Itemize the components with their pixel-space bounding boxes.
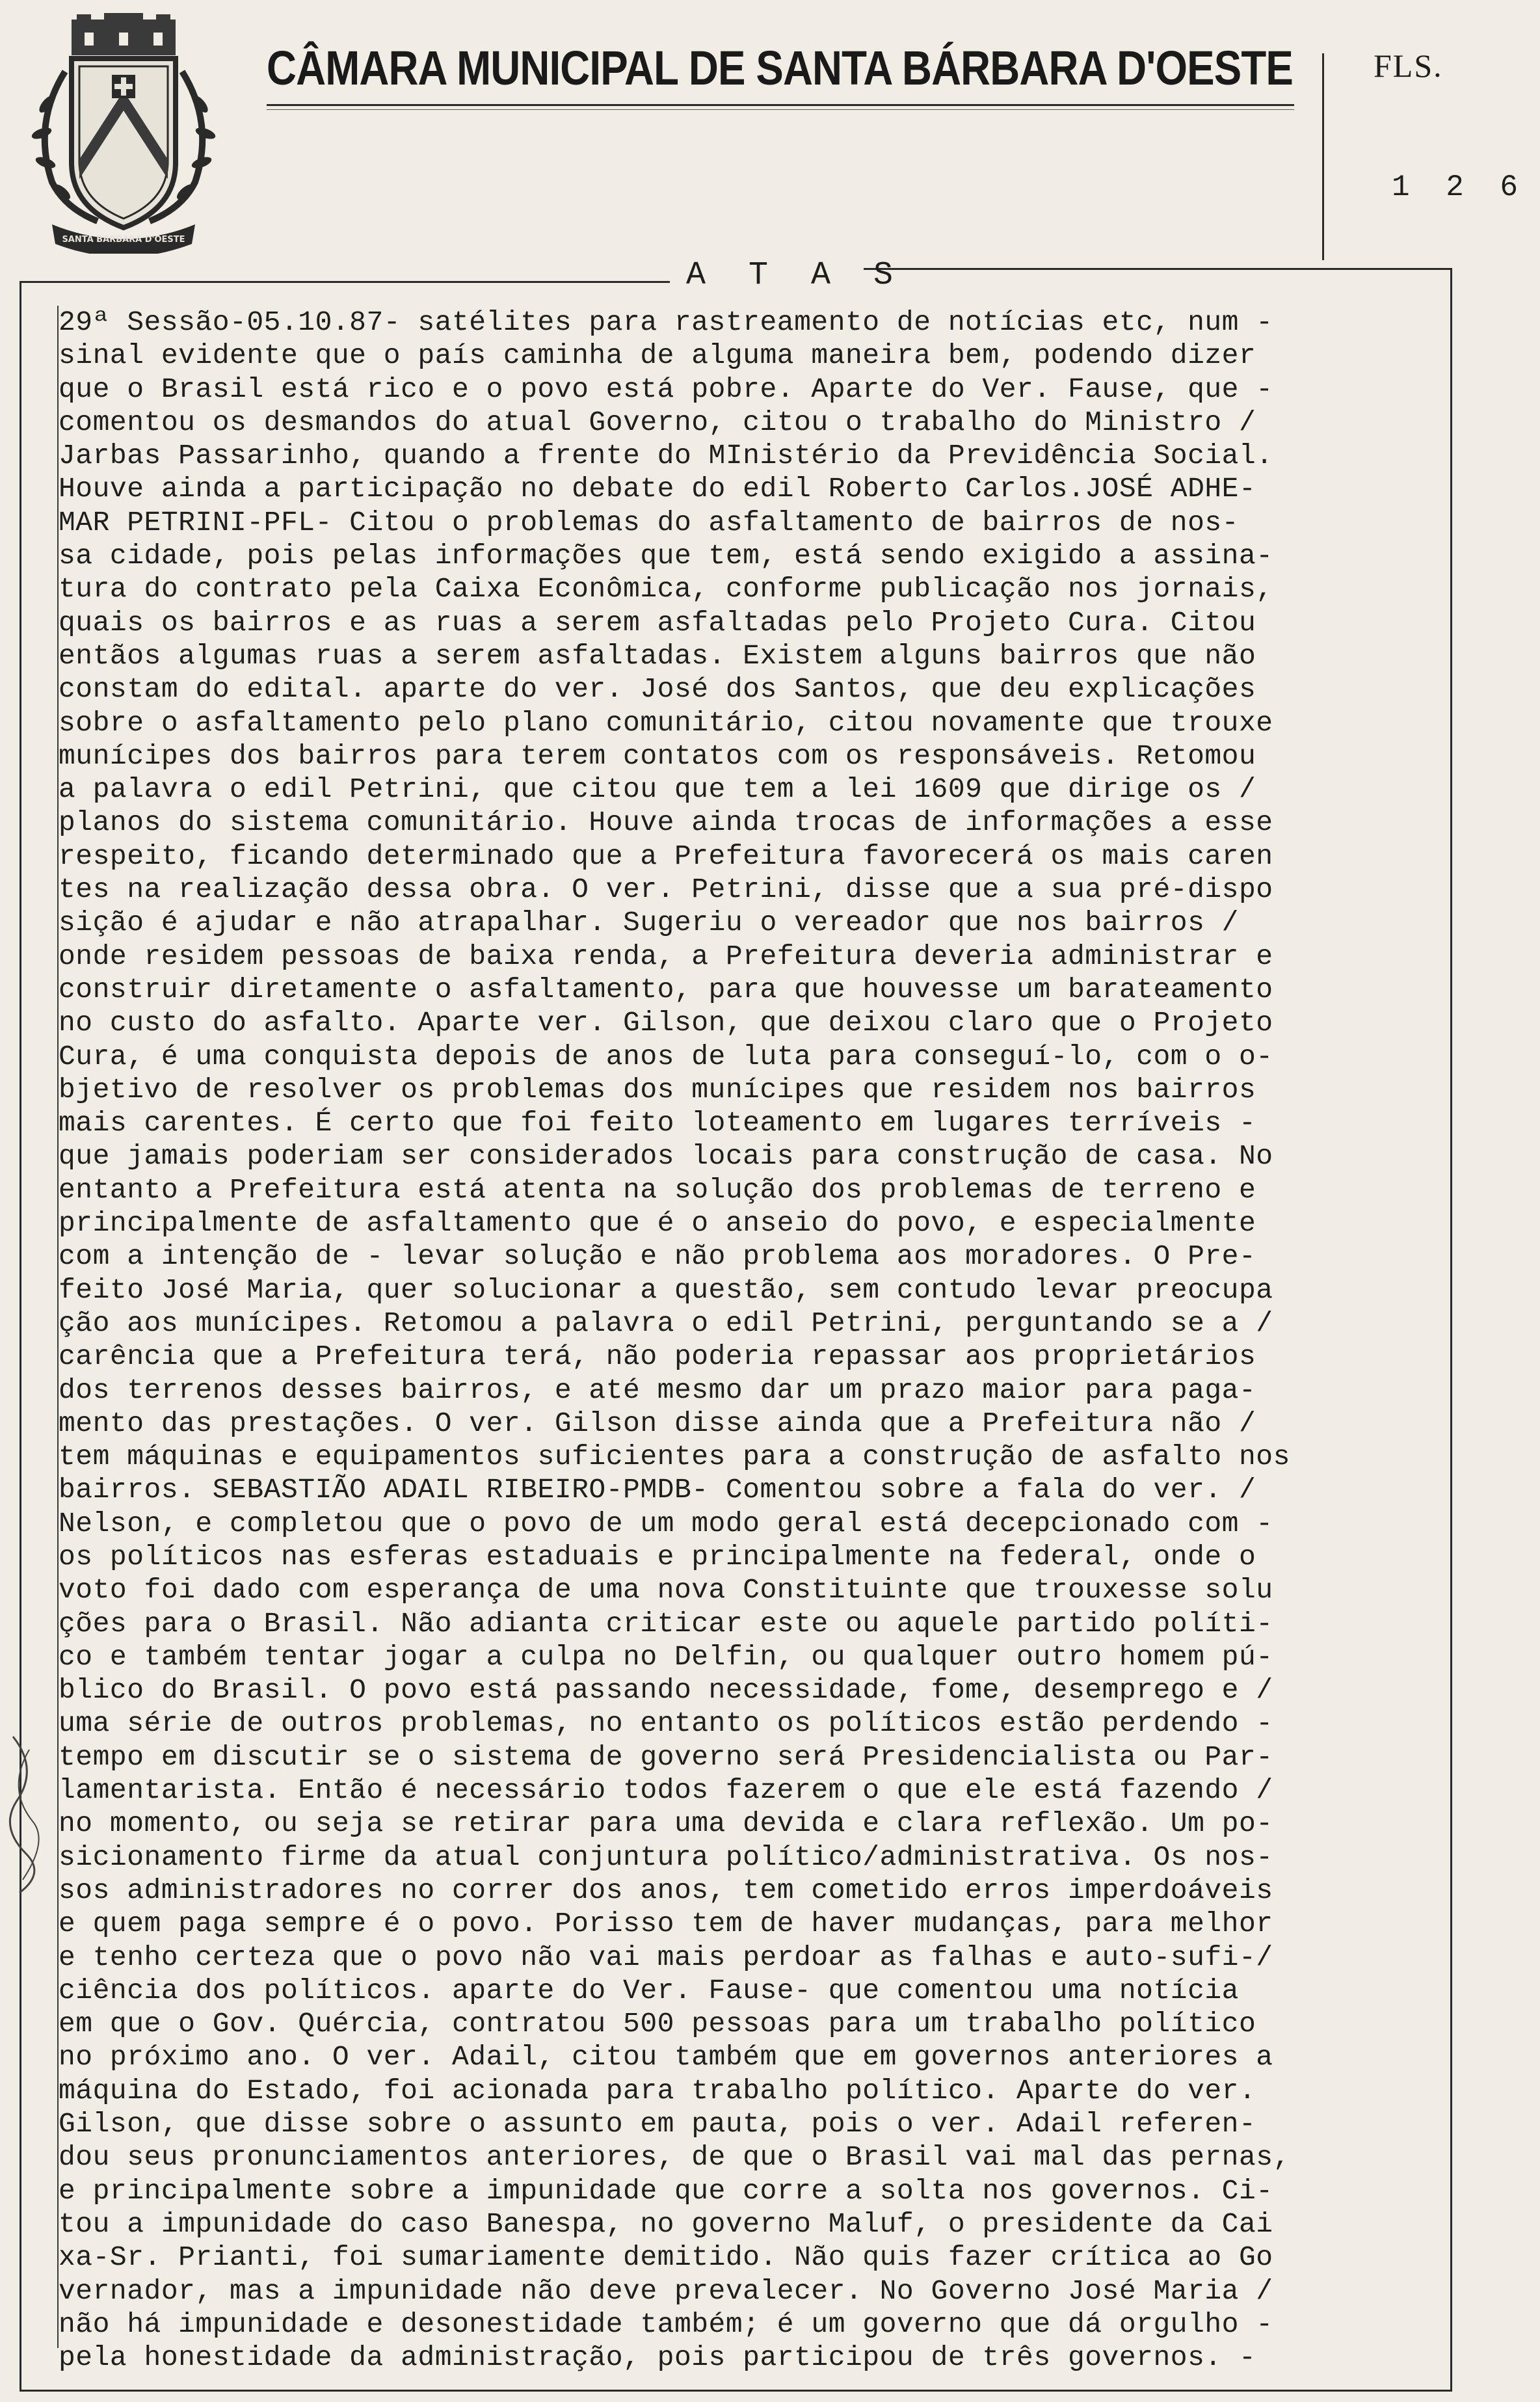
minutes-line: 29ª Sessão-05.10.87- satélites para rastreamento de notícias etc, num - <box>59 306 1273 338</box>
minutes-line: no próximo ano. O ver. Adail, citou também que em governos anteriores a <box>59 2041 1273 2074</box>
minutes-line: Nelson, e completou que o povo de um modo geral está decepcionado com - <box>59 1507 1273 1540</box>
minutes-line: bairros. SEBASTIÃO ADAIL RIBEIRO-PMDB- Comentou sobre a fala do ver. / <box>59 1474 1256 1506</box>
minutes-line: respeito, ficando determinado que a Prefeitura favorecerá os mais caren <box>59 840 1273 872</box>
minutes-line: sicionamento firme da atual conjuntura político/administrativa. Os nos- <box>59 1841 1273 1873</box>
minutes-line: ção aos munícipes. Retomou a palavra o edil Petrini, perguntando se a / <box>59 1307 1273 1339</box>
minutes-line: com a intenção de - levar solução e não problema aos moradores. O Pre- <box>59 1240 1256 1273</box>
minutes-line: Jarbas Passarinho, quando a frente do MInistério da Previdência Social. <box>59 440 1273 472</box>
minutes-line: tem máquinas e equipamentos suficientes para a construção de asfalto nos <box>59 1441 1290 1473</box>
minutes-line: sa cidade, pois pelas informações que tem, está sendo exigido a assina- <box>59 540 1273 572</box>
minutes-line: dos terrenos desses bairros, e até mesmo dar um prazo maior para paga- <box>59 1374 1256 1406</box>
minutes-line: munícipes dos bairros para terem contatos com os responsáveis. Retomou <box>59 740 1256 772</box>
minutes-line: blico do Brasil. O povo está passando necessidade, fome, desemprego e / <box>59 1674 1273 1707</box>
minutes-line: quais os bairros e as ruas a serem asfaltadas pelo Projeto Cura. Citou <box>59 606 1256 639</box>
minutes-line: entãos algumas ruas a serem asfaltadas. Existem alguns bairros que não <box>59 639 1256 672</box>
minutes-line: vernador, mas a impunidade não deve prevalecer. No Governo José Maria / <box>59 2275 1273 2307</box>
minutes-line: em que o Gov. Quércia, contratou 500 pessoas para um trabalho político <box>59 2008 1256 2040</box>
minutes-line: não há impunidade e desonestidade também; é um governo que dá orgulho - <box>59 2308 1273 2340</box>
minutes-line: e quem paga sempre é o povo. Porisso tem de haver mudanças, para melhor <box>59 1908 1273 1940</box>
minutes-line: os políticos nas esferas estaduais e principalmente na federal, onde o <box>59 1540 1256 1573</box>
minutes-line: no custo do asfalto. Aparte ver. Gilson, que deixou claro que o Projeto <box>59 1007 1273 1039</box>
section-title: A T A S <box>686 257 905 294</box>
minutes-line: co e também tentar jogar a culpa no Delfin, ou qualquer outro homem pú- <box>59 1640 1273 1673</box>
minutes-line: ções para o Brasil. Não adianta criticar este ou aquele partido políti- <box>59 1607 1273 1640</box>
minutes-line: mais carentes. É certo que foi feito loteamento em lugares terríveis - <box>59 1107 1256 1140</box>
municipal-crest-icon <box>26 13 221 254</box>
minutes-line: voto foi dado com esperança de uma nova Constituinte que trouxesse solu <box>59 1574 1273 1607</box>
minutes-line: e principalmente sobre a impunidade que corre a solta nos governos. Ci- <box>59 2174 1273 2207</box>
frame-top-right <box>864 268 1452 270</box>
frame-right <box>1450 268 1452 2390</box>
minutes-line: sobre o asfaltamento pelo plano comunitário, citou novamente que trouxe <box>59 706 1273 739</box>
minutes-line: constam do edital. aparte do ver. José dos Santos, que deu explicações <box>59 673 1256 706</box>
minutes-line: que jamais poderiam ser considerados locais para construção de casa. No <box>59 1140 1273 1173</box>
minutes-line: ciência dos políticos. aparte do Ver. Fause- que comentou uma notícia <box>59 1974 1239 2007</box>
title-rule <box>267 104 1294 106</box>
minutes-line: a palavra o edil Petrini, que citou que tem a lei 1609 que dirige os / <box>59 773 1256 806</box>
minutes-line: Houve ainda a participação no debate do edil Roberto Carlos.JOSÉ ADHE- <box>59 473 1256 505</box>
minutes-line: dou seus pronunciamentos anteriores, de que o Brasil vai mal das pernas, <box>59 2141 1290 2174</box>
margin-scribble-icon <box>0 1730 52 1899</box>
title-rule-thin <box>267 109 1294 110</box>
minutes-line: tes na realização dessa obra. O ver. Petrini, disse que a sua pré-dispo <box>59 874 1273 906</box>
minutes-line: comentou os desmandos do atual Governo, citou o trabalho do Ministro / <box>59 406 1256 438</box>
minutes-line: mento das prestações. O ver. Gilson disse ainda que a Prefeitura não / <box>59 1407 1256 1439</box>
page-number: 1 2 6 <box>1392 170 1528 204</box>
minutes-line: onde residem pessoas de baixa renda, a Prefeitura deveria administrar e <box>59 940 1273 972</box>
frame-left <box>20 281 21 2392</box>
minutes-line: tempo em discutir se o sistema de governo será Presidencialista ou Par- <box>59 1741 1273 1773</box>
institution-title: CÂMARA MUNICIPAL DE SANTA BÁRBARA D'OESTE <box>267 41 1293 95</box>
folio-label: FLS. <box>1374 47 1443 84</box>
minutes-line: lamentarista. Então é necessário todos fazerem o que ele está fazendo / <box>59 1774 1273 1807</box>
minutes-line: entanto a Prefeitura está atenta na solução dos problemas de terreno e <box>59 1173 1256 1206</box>
minutes-line: Cura, é uma conquista depois de anos de luta para conseguí-lo, com o o- <box>59 1040 1273 1073</box>
minutes-line: uma série de outros problemas, no entanto os políticos estão perdendo - <box>59 1707 1273 1740</box>
minutes-line: e tenho certeza que o povo não vai mais perdoar as falhas e auto-sufi-/ <box>59 1941 1273 1973</box>
minutes-line: que o Brasil está rico e o povo está pobre. Aparte do Ver. Fause, que - <box>59 373 1273 405</box>
minutes-line: MAR PETRINI-PFL- Citou o problemas do asfaltamento de bairros de nos- <box>59 506 1239 539</box>
minutes-line: no momento, ou seja se retirar para uma devida e clara reflexão. Um po- <box>59 1808 1273 1840</box>
frame-bottom <box>20 2390 1452 2392</box>
minutes-line: máquina do Estado, foi acionada para trabalho político. Aparte do ver. <box>59 2074 1256 2107</box>
minutes-line: planos do sistema comunitário. Houve ainda trocas de informações a esse <box>59 807 1273 839</box>
header-divider <box>1322 53 1324 260</box>
minutes-line: sição é ajudar e não atrapalhar. Sugeriu o vereador que nos bairros / <box>59 907 1239 939</box>
minutes-line: carência que a Prefeitura terá, não poderia repassar aos proprietários <box>59 1341 1256 1373</box>
minutes-line: xa-Sr. Prianti, foi sumariamente demitido. Não quis fazer crítica ao Go <box>59 2241 1273 2274</box>
minutes-line: Gilson, que disse sobre o assunto em pauta, pois o ver. Adail referen- <box>59 2108 1256 2141</box>
minutes-line: tura do contrato pela Caixa Econômica, conforme publicação nos jornais, <box>59 573 1273 606</box>
frame-top-left <box>20 281 670 283</box>
crest-motto: SANTA BARBARA D'OESTE <box>62 235 185 245</box>
minutes-line: sinal evidente que o país caminha de alguma maneira bem, podendo dizer <box>59 340 1256 372</box>
minutes-line: principalmente de asfaltamento que é o anseio do povo, e especialmente <box>59 1207 1256 1240</box>
minutes-line: tou a impunidade do caso Banespa, no governo Maluf, o presidente da Cai <box>59 2208 1273 2240</box>
minutes-line: construir diretamente o asfaltamento, para que houvesse um barateamento <box>59 973 1273 1006</box>
minutes-line: sos administradores no correr dos anos, tem cometido erros imperdoáveis <box>59 1874 1273 1906</box>
minutes-line: feito José Maria, quer solucionar a questão, sem contudo levar preocupa <box>59 1274 1273 1306</box>
minutes-body <box>59 306 1450 2374</box>
minutes-line: pela honestidade da administração, pois participou de três governos. - <box>59 2342 1256 2374</box>
minutes-line: bjetivo de resolver os problemas dos munícipes que residem nos bairros <box>59 1073 1256 1106</box>
